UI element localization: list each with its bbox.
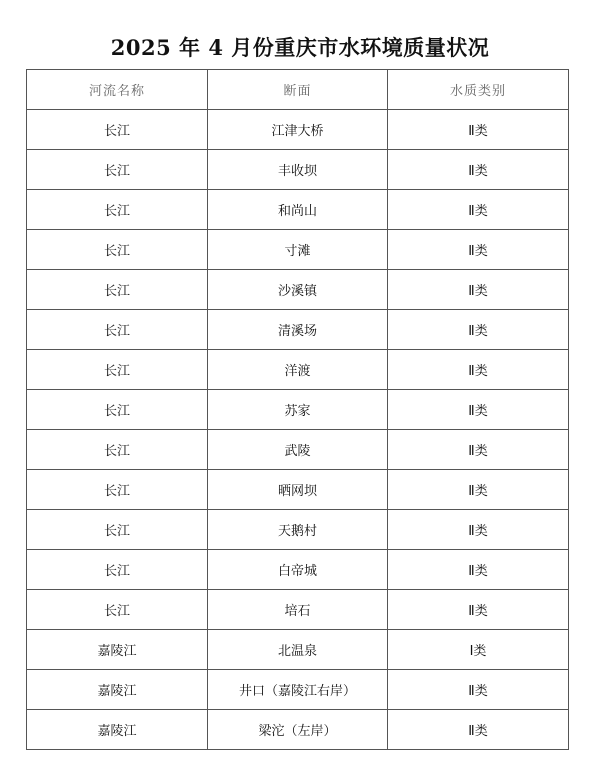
table-row [27,630,569,670]
section-cell: 井口（嘉陵江右岸） [208,670,388,710]
table-row [27,150,569,190]
river-name-cell: 长江 [27,310,208,350]
river-name-cell: 长江 [27,350,208,390]
section-cell: 武陵 [208,430,388,470]
table-row [27,550,569,590]
section-cell: 苏家 [208,390,388,430]
water-quality-class-cell: Ⅱ类 [388,230,569,270]
table-row [27,430,569,470]
table-row [27,510,569,550]
river-name-cell: 嘉陵江 [27,710,208,750]
section-cell: 晒网坝 [208,470,388,510]
river-name-cell: 嘉陵江 [27,630,208,670]
table-row [27,350,569,390]
water-quality-class-cell: Ⅱ类 [388,110,569,150]
section-cell: 洋渡 [208,350,388,390]
column-header-river-name: 河流名称 [27,70,208,110]
table-row [27,190,569,230]
section-cell: 培石 [208,590,388,630]
water-quality-class-cell: Ⅱ类 [388,710,569,750]
water-quality-class-cell: Ⅱ类 [388,430,569,470]
river-name-cell: 长江 [27,110,208,150]
table-row [27,390,569,430]
section-cell: 沙溪镇 [208,270,388,310]
water-quality-class-cell: Ⅱ类 [388,670,569,710]
table-header-row [27,70,569,110]
section-cell: 白帝城 [208,550,388,590]
page-title: 2025 年 4 月份重庆市水环境质量状况 [110,35,490,60]
table-row [27,470,569,510]
table-row [27,590,569,630]
river-name-cell: 长江 [27,190,208,230]
water-quality-table [26,69,569,750]
water-quality-class-cell: Ⅱ类 [388,310,569,350]
water-quality-class-cell: Ⅱ类 [388,510,569,550]
water-quality-class-cell: Ⅱ类 [388,590,569,630]
river-name-cell: 长江 [27,590,208,630]
river-name-cell: 长江 [27,510,208,550]
column-header-section: 断面 [208,70,388,110]
section-cell: 天鹅村 [208,510,388,550]
section-cell: 清溪场 [208,310,388,350]
section-cell: 寸滩 [208,230,388,270]
water-quality-class-cell: Ⅱ类 [388,150,569,190]
river-name-cell: 长江 [27,550,208,590]
table-row [27,110,569,150]
section-cell: 和尚山 [208,190,388,230]
table-row [27,710,569,750]
water-quality-class-cell: Ⅰ类 [388,630,569,670]
table-row [27,670,569,710]
river-name-cell: 嘉陵江 [27,670,208,710]
river-name-cell: 长江 [27,230,208,270]
table-row [27,230,569,270]
section-cell: 丰收坝 [208,150,388,190]
table-row [27,310,569,350]
water-quality-class-cell: Ⅱ类 [388,550,569,590]
water-quality-class-cell: Ⅱ类 [388,190,569,230]
river-name-cell: 长江 [27,470,208,510]
section-cell: 北温泉 [208,630,388,670]
section-cell: 梁沱（左岸） [208,710,388,750]
column-header-water-quality-class: 水质类别 [388,70,569,110]
water-quality-class-cell: Ⅱ类 [388,350,569,390]
table-row [27,270,569,310]
water-quality-class-cell: Ⅱ类 [388,390,569,430]
river-name-cell: 长江 [27,270,208,310]
river-name-cell: 长江 [27,390,208,430]
river-name-cell: 长江 [27,150,208,190]
water-quality-class-cell: Ⅱ类 [388,270,569,310]
water-quality-class-cell: Ⅱ类 [388,470,569,510]
section-cell: 江津大桥 [208,110,388,150]
river-name-cell: 长江 [27,430,208,470]
